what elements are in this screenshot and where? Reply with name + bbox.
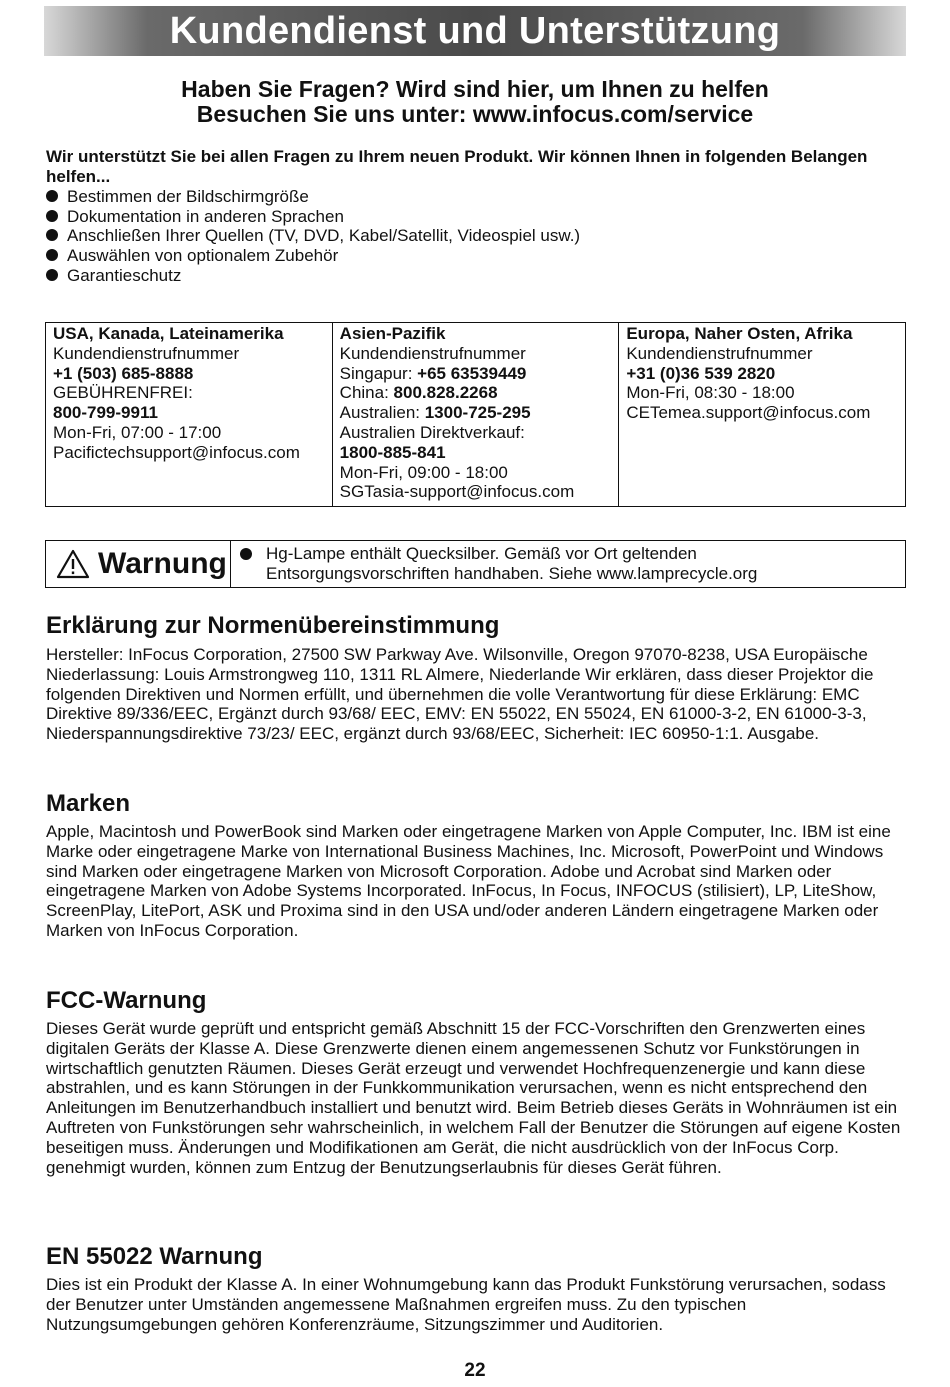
- bullet-icon: [240, 548, 252, 560]
- warning-line-1: Hg-Lampe enthält Quecksilber. Gemäß vor Ort geltenden: [266, 544, 697, 563]
- bullet-icon: [46, 190, 58, 202]
- contact-asia-pacific: [333, 323, 620, 506]
- subheading-line-2: Besuchen Sie uns unter: www.infocus.com/service: [196, 101, 754, 127]
- mercury-warning-box: [45, 540, 906, 588]
- conformity-text: Hersteller: InFocus Corporation, 27500 SW Parkway Ave. Wilsonville, Oregon 97070-8238, USA Europäische Niederlassung: Louis Armstrongweg 110, 1311 RL Almere, Niederlande Wir erklären, dass dieser Projektor die folgenden Direktiven und Normen erfüllt, und übernehmen die volle Verantwortung für diese Erklärung: EMC Direktive 89/336/EEC, Ergänzt durch 93/68/ EEC, EMV: EN 55022, EN 55024, EN 61000-3-2, EN 61000-3-3, Niederspannungsdirektive 73/23/ EEC, ergänzt durch 93/68/EEC, Sicherheit: IEC 60950-1:1. Ausgabe.: [46, 645, 874, 744]
- list-item: Bestimmen der Bildschirmgröße: [46, 187, 580, 207]
- bullet-icon: [46, 210, 58, 222]
- help-subheading: [44, 77, 906, 127]
- trademarks-title: Marken: [46, 790, 131, 817]
- warning-text: [231, 541, 757, 587]
- list-item: Auswählen von optionalem Zubehör: [46, 246, 580, 266]
- tollfree-label: GEBÜHRENFREI:: [53, 383, 193, 403]
- warning-label: [46, 541, 231, 587]
- warning-line-2: Entsorgungsvorschriften handhaben. Siehe www.lamprecycle.org: [266, 563, 758, 583]
- intro-text: Wir unterstützt Sie bei allen Fragen zu Ihrem neuen Produkt. Wir können Ihnen in folgenden Belangen helfen...: [46, 147, 868, 186]
- contact-table: [45, 322, 906, 507]
- china-number: 800.828.2268: [393, 383, 498, 403]
- hotline-label: Kundendienstrufnummer: [53, 343, 240, 363]
- hours: Mon-Fri, 07:00 - 17:00: [53, 422, 222, 442]
- australia-label: Australien:: [339, 403, 425, 423]
- singapore-label: Singapur:: [339, 363, 418, 383]
- direct-sales-number: 1800-885-841: [339, 442, 446, 462]
- hotline-label: Kundendienstrufnummer: [339, 343, 526, 363]
- region-heading: Asien-Pazifik: [339, 324, 446, 343]
- email: Pacifictechsupport@infocus.com: [53, 442, 300, 462]
- bullet-icon: [46, 229, 58, 241]
- bullet-icon: [46, 249, 58, 261]
- hours: Mon-Fri, 08:30 - 18:00: [626, 383, 795, 403]
- warning-label-text: Warnung: [98, 547, 227, 580]
- list-item: Dokumentation in anderen Sprachen: [46, 207, 580, 227]
- page-banner: Kundendienst und Unterstützung: [44, 6, 906, 56]
- page-number: 22: [464, 1360, 486, 1381]
- en55022-text: Dies ist ein Produkt der Klasse A. In einer Wohnumgebung kann das Produkt Funkstörung verursachen, sodass der Benutzer unter Umständen angemessene Maßnahmen ergreifen muss. Zu den typischen Nutzungsumgebungen gehören Konferenzräume, Sitzungszimmer und Auditorien.: [46, 1275, 886, 1334]
- direct-sales-label: Australien Direktverkauf:: [339, 422, 525, 442]
- fcc-title: FCC-Warnung: [46, 987, 207, 1014]
- fcc-text: Dieses Gerät wurde geprüft und entspricht gemäß Abschnitt 15 der FCC-Vorschriften den Grenzwerten eines digitalen Geräts der Klasse A. Diese Grenzwerte dienen einem angemessenen Schutz vor Funkstörungen in wirtschaftlich genutzten Räumen. Dieses Gerät erzeugt und verwendet Hochfrequenzenergie und kann diese abstrahlen, und es kann Störungen in der Funkkommunikation verursachen, wenn es nicht entsprechend den Anleitungen im Benutzerhandbuch installiert und benutzt wird. Beim Betrieb dieses Geräts in Wohnräumen ist ein Auftreten von Funkstörungen sehr wahrscheinlich, in welchem Fall der Benutzer die Störungen auf eigene Kosten beseitigen muss. Änderungen und Modifikationen am Gerät, die nicht ausdrücklich von der InFocus Corp. genehmigt wurden, können zum Entzug der Benutzungserlaubnis für dieses Gerät führen.: [46, 1019, 901, 1177]
- hours: Mon-Fri, 09:00 - 18:00: [339, 462, 508, 482]
- contact-americas: [46, 323, 333, 506]
- help-topics-list: [46, 187, 580, 286]
- conformity-title: Erklärung zur Normenübereinstimmung: [46, 612, 500, 639]
- list-item: Garantieschutz: [46, 266, 580, 286]
- en55022-title: EN 55022 Warnung: [46, 1243, 263, 1270]
- phone-number: +31 (0)36 539 2820: [626, 363, 776, 383]
- singapore-number: +65 63539449: [417, 363, 527, 383]
- region-heading: Europa, Naher Osten, Afrika: [626, 324, 853, 343]
- hotline-label: Kundendienstrufnummer: [626, 343, 813, 363]
- warning-triangle-icon: [56, 549, 90, 579]
- trademarks-text: Apple, Macintosh und PowerBook sind Marken oder eingetragene Marken von Apple Computer, Inc. IBM ist eine Marke oder eingetragene Marke von International Business Machines, Inc. Microsoft, PowerPoint und Windows sind Marken oder eingetragene Marken von Microsoft Corporation. Adobe und Acrobat sind Marken oder eingetragene Marken von Adobe Systems Incorporated. InFocus, In Focus, INFOCUS (stilisiert), LP, LiteShow, ScreenPlay, LitePort, ASK und Proxima sind in den USA und/oder anderen Ländern eingetragene Marken oder Marken von InFocus Corporation.: [46, 822, 891, 940]
- bullet-icon: [46, 269, 58, 281]
- contact-emea: [619, 323, 905, 506]
- email: SGTasia-support@infocus.com: [339, 482, 575, 502]
- phone-number: +1 (503) 685-8888: [53, 363, 194, 383]
- china-label: China:: [339, 383, 394, 403]
- tollfree-number: 800-799-9911: [53, 403, 158, 423]
- email: CETemea.support@infocus.com: [626, 403, 871, 423]
- subheading-line-1: Haben Sie Fragen? Wird sind hier, um Ihnen zu helfen: [181, 76, 769, 102]
- australia-number: 1300-725-295: [424, 403, 531, 423]
- list-item: Anschließen Ihrer Quellen (TV, DVD, Kabel/Satellit, Videospiel usw.): [46, 226, 580, 246]
- region-heading: USA, Kanada, Lateinamerika: [53, 324, 284, 343]
